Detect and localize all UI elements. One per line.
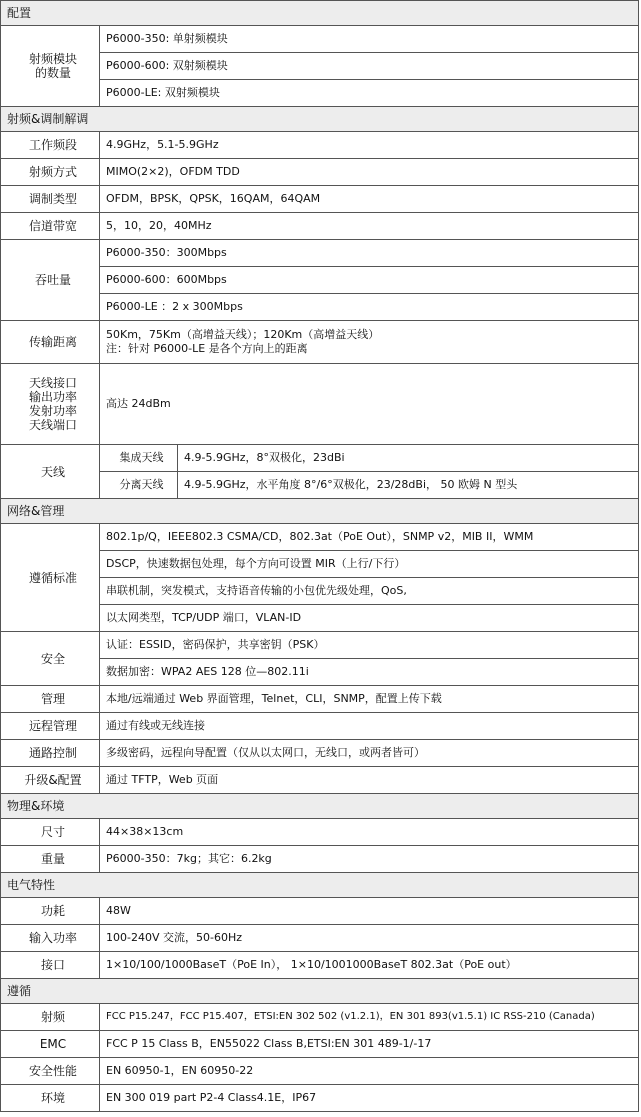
size-value: 44×38×13cm bbox=[100, 819, 639, 846]
security-value: 数据加密：WPA2 AES 128 位—802.11i bbox=[100, 659, 639, 686]
distance-label: 传输距离 bbox=[1, 321, 100, 364]
security-value: 认证：ESSID，密码保护，共享密钥（PSK） bbox=[100, 632, 639, 659]
compliance-radio-label: 射频 bbox=[1, 1004, 100, 1031]
throughput-value: P6000-600：600Mbps bbox=[100, 267, 639, 294]
section-network: 网络&管理 bbox=[1, 499, 639, 524]
section-radio: 射频&调制解调 bbox=[1, 107, 639, 132]
management-label: 管理 bbox=[1, 686, 100, 713]
bandwidth-value: 5，10，20，40MHz bbox=[100, 213, 639, 240]
input-power-label: 输入功率 bbox=[1, 925, 100, 952]
modulation-value: OFDM，BPSK，QPSK，16QAM，64QAM bbox=[100, 186, 639, 213]
antenna-label: 天线 bbox=[1, 445, 100, 499]
band-label: 工作频段 bbox=[1, 132, 100, 159]
modules-value: P6000-LE: 双射频模块 bbox=[100, 80, 639, 107]
throughput-label: 吞吐量 bbox=[1, 240, 100, 321]
antenna-integrated-label: 集成天线 bbox=[100, 445, 178, 472]
standards-value: 串联机制，突发模式，支持语音传输的小包优先级处理，QoS, bbox=[100, 578, 639, 605]
distance-line: 50Km，75Km（高增益天线）；120Km（高增益天线） bbox=[106, 328, 380, 341]
modules-value: P6000-600: 双射频模块 bbox=[100, 53, 639, 80]
band-value: 4.9GHz，5.1-5.9GHz bbox=[100, 132, 639, 159]
standards-value: 802.1p/Q，IEEE802.3 CSMA/CD，802.3at（PoE Out），SNMP v2，MIB II，WMM bbox=[100, 524, 639, 551]
modulation-label: 调制类型 bbox=[1, 186, 100, 213]
modules-label-line: 射频模块 bbox=[28, 52, 77, 66]
input-power-value: 100-240V 交流，50-60Hz bbox=[100, 925, 639, 952]
antenna-integrated-value: 4.9-5.9GHz，8°双极化，23dBi bbox=[178, 445, 639, 472]
distance-value bbox=[100, 321, 639, 364]
power-label-line: 天线端口 bbox=[28, 418, 77, 432]
section-config: 配置 bbox=[1, 1, 639, 26]
throughput-value: P6000-LE ：2 x 300Mbps bbox=[100, 294, 639, 321]
modules-value: P6000-350: 单射频模块 bbox=[100, 26, 639, 53]
antenna-panel-label: 分离天线 bbox=[100, 472, 178, 499]
modules-label-line: 的数量 bbox=[34, 66, 71, 80]
bandwidth-label: 信道带宽 bbox=[1, 213, 100, 240]
emc-value: FCC P 15 Class B，EN55022 Class B,ETSI:EN 301 489-1/-17 bbox=[100, 1031, 639, 1058]
security-label: 安全 bbox=[1, 632, 100, 686]
section-physical: 物理&环境 bbox=[1, 794, 639, 819]
mode-label: 射频方式 bbox=[1, 159, 100, 186]
emc-label: EMC bbox=[1, 1031, 100, 1058]
path-label: 通路控制 bbox=[1, 740, 100, 767]
interface-label: 接口 bbox=[1, 952, 100, 979]
safety-value: EN 60950-1，EN 60950-22 bbox=[100, 1058, 639, 1085]
power-label-line: 输出功率 bbox=[28, 390, 77, 404]
section-electrical: 电气特性 bbox=[1, 873, 639, 898]
path-value: 多级密码，远程向导配置（仅从以太网口，无线口，或两者皆可） bbox=[100, 740, 639, 767]
antenna-panel-value: 4.9-5.9GHz，水平角度 8°/6°双极化，23/28dBi， 50 欧姆 N 型头 bbox=[178, 472, 639, 499]
remote-value: 通过有线或无线连接 bbox=[100, 713, 639, 740]
environment-label: 环境 bbox=[1, 1085, 100, 1112]
throughput-value: P6000-350：300Mbps bbox=[100, 240, 639, 267]
standards-value: 以太网类型，TCP/UDP 端口，VLAN-ID bbox=[100, 605, 639, 632]
management-value: 本地/远端通过 Web 界面管理，Telnet，CLI，SNMP，配置上传下载 bbox=[100, 686, 639, 713]
remote-label: 远程管理 bbox=[1, 713, 100, 740]
power-label bbox=[1, 364, 100, 445]
environment-value: EN 300 019 part P2-4 Class4.1E，IP67 bbox=[100, 1085, 639, 1112]
standards-label: 遵循标准 bbox=[1, 524, 100, 632]
power-label-line: 天线接口 bbox=[28, 376, 77, 390]
compliance-radio-value: FCC P15.247，FCC P15.407，ETSI:EN 302 502 (v1.2.1)，EN 301 893(v1.5.1) IC RSS-210 (Canada) bbox=[100, 1004, 639, 1031]
power-value: 高达 24dBm bbox=[100, 364, 639, 445]
mode-value: MIMO(2×2)，OFDM TDD bbox=[100, 159, 639, 186]
consumption-label: 功耗 bbox=[1, 898, 100, 925]
weight-value: P6000-350：7kg；其它：6.2kg bbox=[100, 846, 639, 873]
power-label-line: 发射功率 bbox=[28, 404, 77, 418]
upgrade-label: 升级&配置 bbox=[1, 767, 100, 794]
consumption-value: 48W bbox=[100, 898, 639, 925]
modules-label bbox=[1, 26, 100, 107]
upgrade-value: 通过 TFTP，Web 页面 bbox=[100, 767, 639, 794]
size-label: 尺寸 bbox=[1, 819, 100, 846]
interface-value: 1×10/100/1000BaseT（PoE In）， 1×10/1001000BaseT 802.3at（PoE out） bbox=[100, 952, 639, 979]
section-compliance: 遵循 bbox=[1, 979, 639, 1004]
weight-label: 重量 bbox=[1, 846, 100, 873]
safety-label: 安全性能 bbox=[1, 1058, 100, 1085]
standards-value: DSCP，快速数据包处理，每个方向可设置 MIR（上行/下行） bbox=[100, 551, 639, 578]
distance-note: 注：针对 P6000-LE 是各个方向上的距离 bbox=[106, 342, 308, 355]
